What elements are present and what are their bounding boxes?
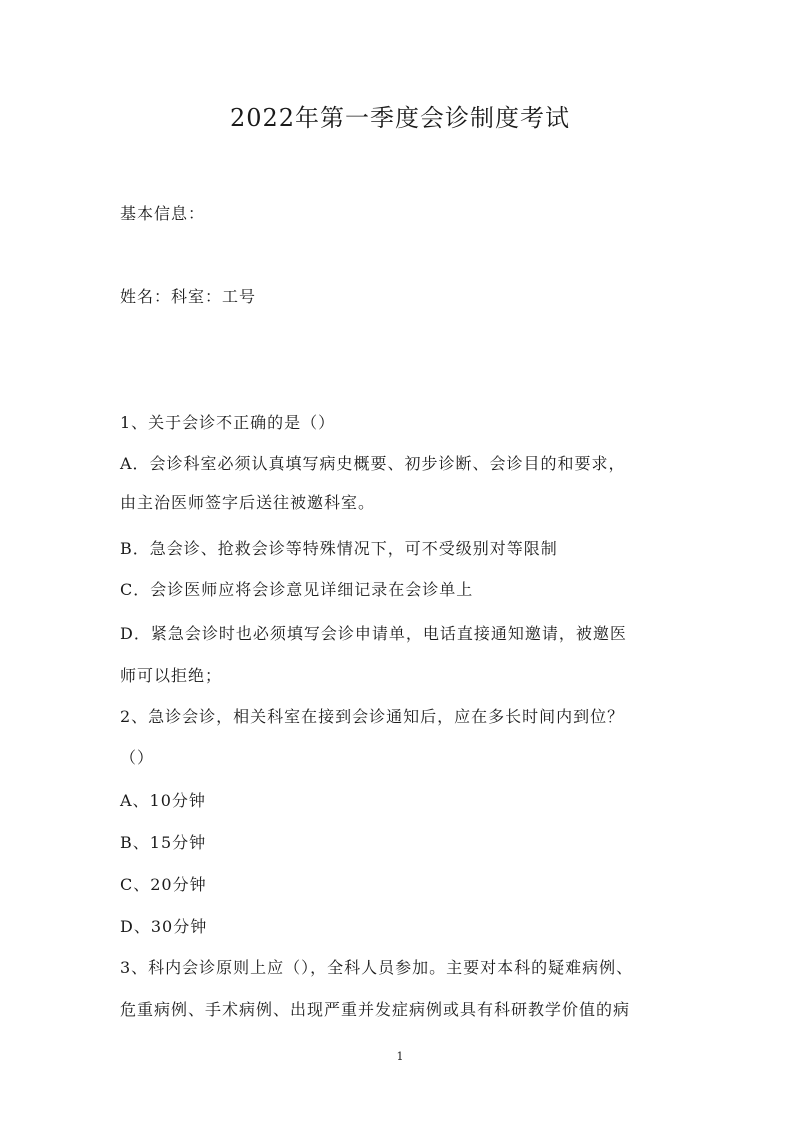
basic-info-label: 基本信息：	[120, 204, 206, 223]
question-3-stem-cont: 危重病例、手术病例、出现严重并发症病例或具有科研教学价值的病	[120, 1000, 631, 1019]
document-title: 2022年第一季度会诊制度考试	[229, 104, 571, 132]
question-2-option-d: D、30分钟	[120, 917, 208, 936]
question-2-option-a: A、10分钟	[120, 791, 206, 810]
question-3-stem: 3、科内会诊原则上应（），全科人员参加。主要对本科的疑难病例、	[120, 958, 634, 977]
question-1-option-c: C．会诊医师应将会诊意见详细记录在会诊单上	[120, 580, 474, 599]
page-number: 1	[396, 1050, 404, 1063]
question-1-option-b: B．急会诊、抢救会诊等特殊情况下，可不受级别对等限制	[120, 539, 558, 558]
question-1-stem: 1、关于会诊不正确的是（）	[120, 413, 336, 432]
fields-line: 姓名：科室：工号	[120, 287, 257, 306]
question-1-option-d-cont: 师可以拒绝；	[120, 666, 223, 685]
question-2-option-c: C、20分钟	[120, 875, 207, 894]
question-2-stem: 2、急诊会诊，相关科室在接到会诊通知后，应在多长时间内到位？	[120, 707, 625, 726]
question-2-option-b: B、15分钟	[120, 833, 207, 852]
question-1-option-a: A．会诊科室必须认真填写病史概要、初步诊断、会诊目的和要求，	[120, 454, 626, 473]
question-1-option-a-cont: 由主治医师签字后送往被邀科室。	[120, 493, 376, 512]
question-1-option-d: D．紧急会诊时也必须填写会诊申请单，电话直接通知邀请，被邀医	[120, 624, 627, 643]
question-2-stem-cont: （）	[120, 748, 155, 767]
